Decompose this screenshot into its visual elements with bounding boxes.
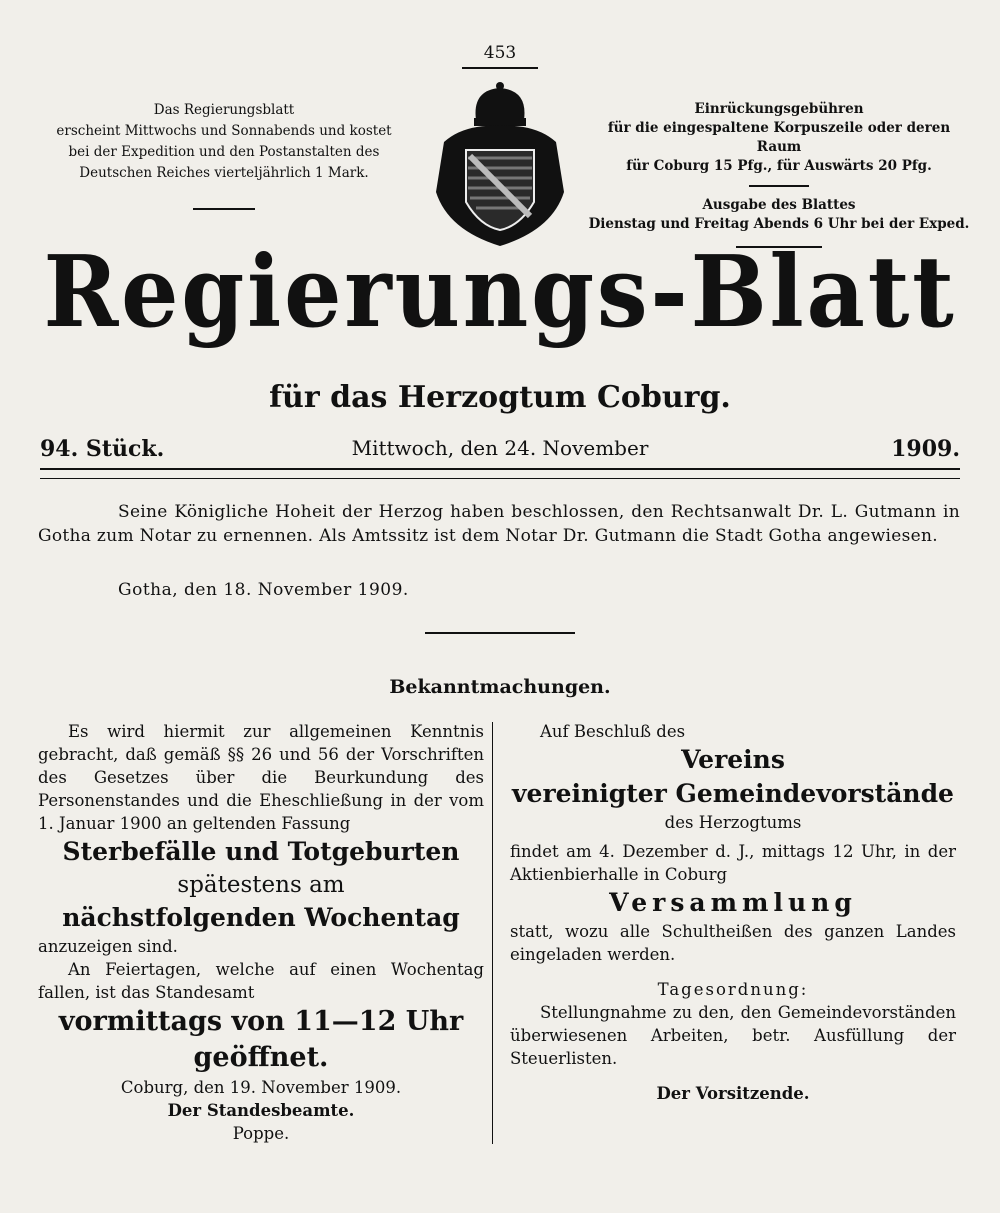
subscription-line-3: bei der Expedition und den Postanstalten des — [68, 144, 380, 160]
fees-line-1: für die eingespaltene Korpuszeile oder deren Raum — [607, 120, 951, 155]
subscription-line-2: erscheint Mittwochs und Sonnabends und kostet — [56, 123, 392, 139]
coat-of-arms-icon — [424, 80, 576, 248]
fees-line-2: für Coburg 15 Pfg., für Auswärts 20 Pfg. — [626, 158, 932, 174]
agenda-title: Tagesordnung: — [657, 980, 809, 999]
registry-open: geöffnet. — [193, 1042, 329, 1073]
column-divider — [492, 722, 493, 1144]
meeting-org-2: vereinigter Gemeindevorstände — [512, 779, 954, 808]
meeting-org-1: Vereins — [681, 745, 785, 774]
masthead-subtitle: für das Herzogtum Coburg. — [269, 380, 731, 415]
meeting-signer: Der Vorsitzende. — [656, 1084, 810, 1103]
section-title: Bekanntmachungen. — [389, 676, 611, 698]
issue-date: Mittwoch, den 24. November — [351, 436, 649, 460]
masthead-title: Regierungs-Blatt — [43, 235, 957, 350]
fees-rule — [749, 185, 809, 187]
registry-official: Der Standesbeamte. — [167, 1101, 355, 1120]
fees-info — [588, 100, 970, 248]
registry-hours: vormittags von 11—12 Uhr — [58, 1006, 464, 1037]
issue-number: 94. Stück. — [40, 436, 165, 462]
registry-emphasis-3: nächstfolgenden Wochentag — [62, 903, 460, 932]
issue-year: 1909. — [891, 436, 960, 462]
meeting-details: findet am 4. Dezember d. J., mittags 12 Uhr, in der Aktienbierhalle in Coburg — [510, 842, 956, 884]
meeting-invite: statt, wozu alle Schultheißen des ganzen Landes eingeladen werden. — [510, 922, 956, 964]
meeting-event: Versammlung — [609, 888, 857, 917]
registry-place-date: Coburg, den 19. November 1909. — [120, 1078, 402, 1097]
issue-title: Ausgabe des Blattes — [702, 197, 856, 213]
page-number: 453 — [483, 43, 517, 63]
issue-line: Dienstag und Freitag Abends 6 Uhr bei der Exped. — [588, 216, 970, 232]
subscription-rule — [193, 208, 255, 210]
fees-title: Einrückungsgebühren — [694, 101, 864, 117]
page-number-rule — [462, 67, 538, 69]
registry-intro: Es wird hiermit zur allgemeinen Kenntnis gebracht, daß gemäß §§ 26 und 56 der Vorschriften des Gesetzes über die Beurkundung des Personenstandes und die Eheschließung in der vom 1. Januar 1900 an geltenden Fassung — [38, 722, 484, 833]
announcement-registry — [38, 720, 484, 1145]
registry-holiday: An Feiertagen, welche auf einen Wochentag fallen, ist das Standesamt — [38, 960, 484, 1002]
registry-emphasis-1: Sterbefälle und Totgeburten — [62, 837, 460, 866]
meeting-intro: Auf Beschluß des — [540, 722, 686, 741]
dateline-rule-thin — [40, 478, 960, 479]
appointment-signature: Gotha, den 18. November 1909. — [118, 580, 409, 600]
appointment-notice: Seine Königliche Hoheit der Herzog haben beschlossen, den Rechtsanwalt Dr. L. Gutmann in Gotha zum Notar zu ernennen. Als Amtssitz ist dem Notar Dr. Gutmann die Stadt Gotha angewiesen. — [38, 502, 960, 546]
registry-after: anzuzeigen sind. — [38, 937, 178, 956]
section-divider — [425, 632, 575, 634]
registry-emphasis-2: spätestens am — [177, 872, 345, 898]
agenda-text: Stellungnahme zu den, den Gemeindevorständen überwiesenen Arbeiten, betr. Ausfüllung der Steuerlisten. — [510, 1003, 956, 1068]
subscription-line-1: Das Regierungsblatt — [153, 102, 295, 118]
dateline — [40, 436, 960, 466]
registry-name: Poppe. — [232, 1124, 290, 1143]
subscription-info — [38, 100, 410, 210]
subscription-line-4: Deutschen Reiches vierteljährlich 1 Mark. — [79, 165, 369, 181]
dateline-rule-thick — [40, 468, 960, 470]
meeting-org-3: des Herzogtums — [664, 813, 802, 832]
announcement-meeting — [510, 720, 956, 1105]
